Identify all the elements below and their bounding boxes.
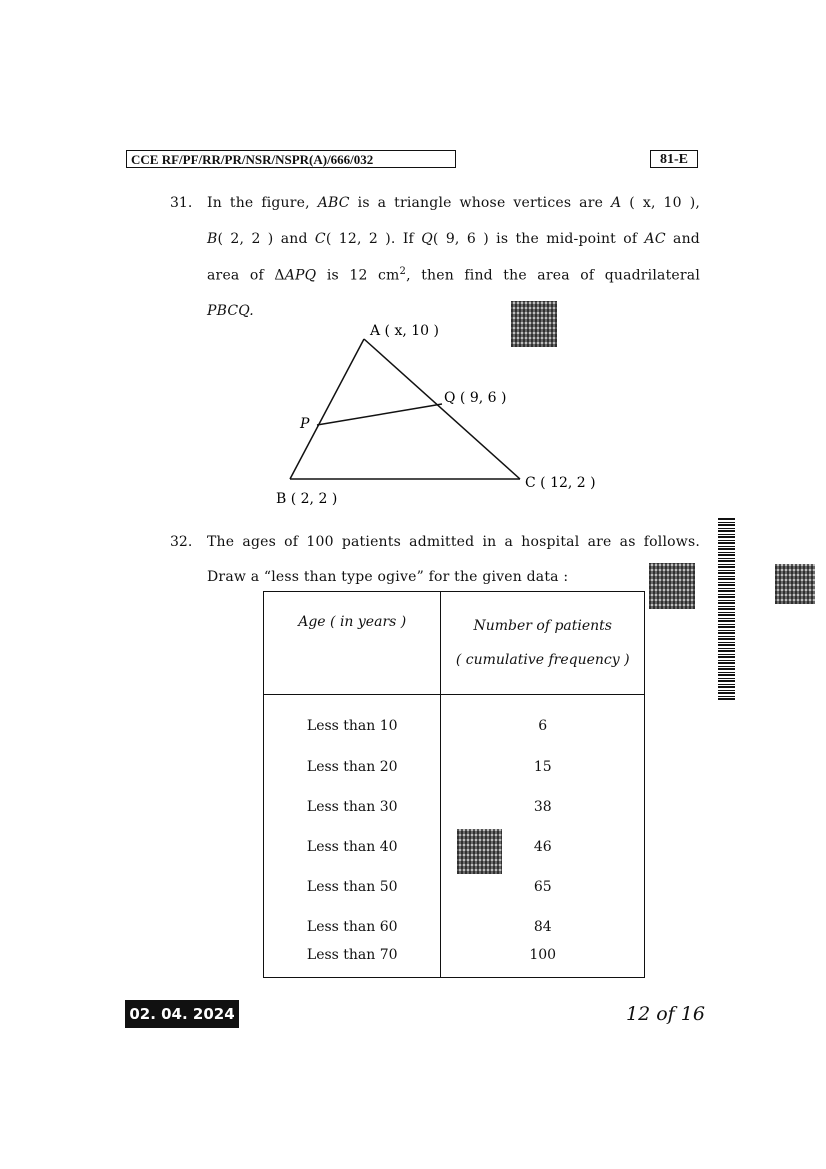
triangle-figure: [270, 315, 615, 515]
qr-code-icon: [775, 564, 815, 604]
table-header-row: [264, 592, 645, 695]
frequency-cell: 65: [441, 867, 645, 907]
frequency-cell: 6: [441, 695, 645, 748]
question-32-line-1: The ages of 100 patients admitted in a hospital are as follows.: [207, 534, 700, 550]
label-q: Q ( 9, 6 ): [444, 390, 507, 406]
age-cell: Less than 60: [264, 907, 441, 947]
ogive-data-table: [263, 591, 645, 978]
question-32-number: 32.: [170, 534, 193, 550]
frequency-column-header: Number of patients ( cumulative frequency ): [441, 592, 645, 695]
question-31-line-1: In the figure, ABC is a triangle whose vertices are A ( x, 10 ),: [207, 195, 701, 211]
age-column-header: Age ( in years ): [264, 592, 441, 695]
question-31-line-2: B( 2, 2 ) and C( 12, 2 ). If Q( 9, 6 ) is the mid-point of AC and: [207, 231, 700, 247]
table-row: [264, 907, 645, 947]
frequency-cell: 84: [441, 907, 645, 947]
age-cell: Less than 10: [264, 695, 441, 748]
age-cell: Less than 20: [264, 747, 441, 787]
question-31-number: 31.: [170, 195, 193, 211]
frequency-cell: 46: [441, 827, 645, 867]
frequency-cell: 38: [441, 787, 645, 827]
qr-code-icon: [649, 563, 695, 609]
frequency-cell: 15: [441, 747, 645, 787]
segment-pq: [317, 404, 442, 425]
label-p: P: [300, 416, 310, 432]
page-number: 12 of 16: [626, 1003, 705, 1025]
age-cell: Less than 40: [264, 827, 441, 867]
question-31-line-3: area of ΔAPQ is 12 $cm^2$, then find the area of quadrilateral: [207, 266, 701, 284]
paper-code: CCE RF/PF/RR/PR/NSR/NSPR(A)/666/032: [126, 150, 456, 168]
table-row: [264, 695, 645, 748]
table-row: [264, 947, 645, 978]
table-row: [264, 747, 645, 787]
table-row: [264, 787, 645, 827]
table-row: [264, 867, 645, 907]
side-ac: [364, 339, 520, 479]
table-row: [264, 827, 645, 867]
label-c: C ( 12, 2 ): [525, 475, 596, 491]
exam-date: 02. 04. 2024: [125, 1000, 239, 1028]
age-cell: Less than 50: [264, 867, 441, 907]
question-32-line-2: Draw a “less than type ogive” for the given data :: [207, 569, 569, 585]
age-cell: Less than 70: [264, 947, 441, 978]
label-a: A ( x, 10 ): [370, 323, 439, 339]
barcode-icon: [718, 517, 735, 700]
age-cell: Less than 30: [264, 787, 441, 827]
subject-code: 81-E: [650, 150, 698, 168]
frequency-cell: 100: [441, 947, 645, 978]
label-b: B ( 2, 2 ): [276, 491, 338, 507]
question-31-line-4: PBCQ.: [207, 303, 254, 319]
side-ab: [290, 339, 364, 479]
